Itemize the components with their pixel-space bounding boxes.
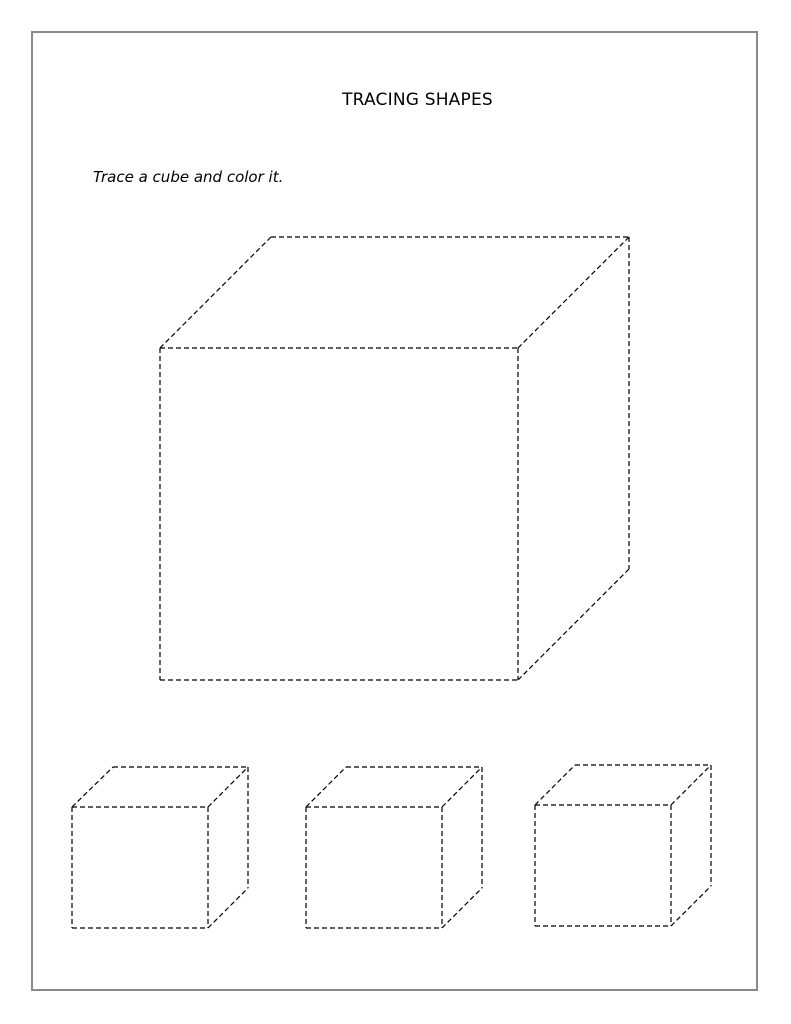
page-title: TRACING SHAPES [342, 90, 493, 110]
instruction-text: Trace a cube and color it. [93, 168, 284, 186]
